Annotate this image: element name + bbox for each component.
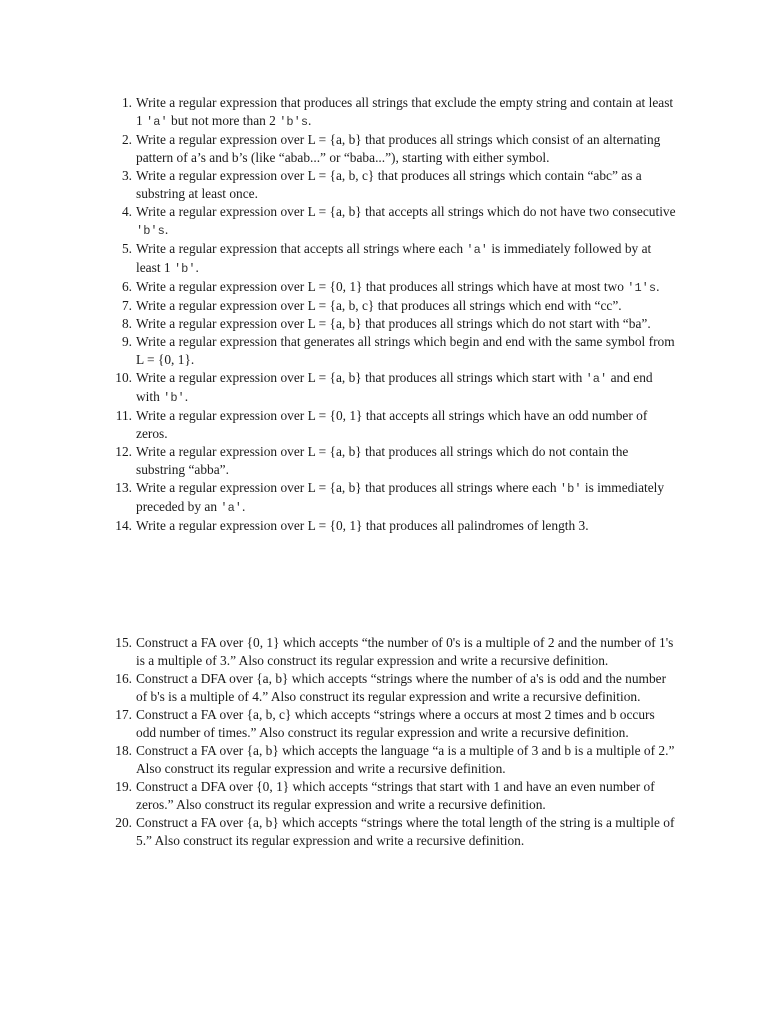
question-number: 12. [115,444,132,459]
text-run: and end with [136,370,653,404]
question-text [136,671,666,704]
question-number: 4. [121,204,132,219]
question-item [108,634,678,670]
question-text [136,779,655,812]
question-text [136,316,651,331]
question-item [108,670,678,706]
inline-code: 'b' [163,391,185,405]
question-text [136,480,664,514]
text-run: . [195,260,199,275]
question-text [136,334,675,367]
question-number: 20. [115,815,132,830]
inline-code: 'a' [585,372,608,386]
question-item [108,742,678,778]
text-run: . [308,113,312,128]
fa-question-list [108,634,678,850]
question-text [136,298,622,313]
text-run: Write a regular expression over L = {a, b, c} that produces all strings which contain “abc” as a substring at least once. [136,168,642,201]
question-number: 16. [115,671,132,686]
inline-code: 'b's [279,115,309,129]
text-run: Construct a DFA over {0, 1} which accepts “strings that start with 1 and have an even number of zeros.” Also construct its regular expression and write a recursive definition. [136,779,655,812]
text-run: Write a regular expression over L = {0, 1} that accepts all strings which have an odd number of zeros. [136,408,648,441]
text-run: Write a regular expression that accepts all strings where each [136,241,467,256]
question-item [108,94,678,131]
question-number: 14. [115,518,132,533]
inline-code: '1's [627,281,657,295]
question-number: 8. [121,316,132,331]
question-item [108,297,678,315]
inline-code: 'b's [136,224,165,238]
question-text [136,95,673,128]
question-number: 15. [115,635,132,650]
question-item [108,407,678,443]
question-number: 3. [121,168,132,183]
text-run: . [164,222,169,237]
question-number: 2. [121,132,132,147]
text-run: . [656,279,660,294]
text-run: Construct a FA over {0, 1} which accepts “the number of 0's is a multiple of 2 and the number of 1's is a multiple of 3.” Also construct its regular expression and write a recursive definition. [136,635,674,668]
text-run: Write a regular expression that produces all strings that exclude the empty string and contain at least 1 [136,95,674,128]
question-number: 1. [121,95,132,110]
inline-code: 'a' [220,501,243,515]
question-text [136,444,628,477]
text-run: Write a regular expression that generates all strings which begin and end with the same symbol from L = {0, 1}. [136,334,675,367]
text-run: Write a regular expression over L = {a, b} that produces all strings which start with [136,370,586,385]
question-text [136,204,676,237]
inline-code: 'a' [466,243,488,257]
question-number: 19. [115,779,132,794]
question-item [108,203,678,240]
question-item [108,479,678,517]
text-run: Write a regular expression over L = {a, b} that produces all strings which consist of an alternating pattern of a’s and b’s (like “abab...” or “baba...”), starting with either symbol. [136,132,661,165]
question-number: 18. [115,743,132,758]
text-run: Construct a FA over {a, b, c} which accepts “strings where a occurs at most 2 times and b occurs odd number of times.” Also construct its regular expression and write a recursive definition. [136,707,655,740]
question-number: 10. [115,370,132,385]
text-run: Write a regular expression over L = {a, b} that produces all strings which do not contain the substring “abba”. [136,444,629,477]
text-run: Write a regular expression over L = {a, b} that produces all strings where each [136,480,560,495]
text-run: Write a regular expression over L = {0, 1} that produces all palindromes of length 3. [136,518,589,533]
regex-question-list [108,94,678,535]
inline-code: 'b' [559,482,582,496]
question-text [136,370,653,404]
question-number: 7. [121,298,132,313]
question-number: 13. [115,480,132,495]
text-run: Construct a FA over {a, b} which accepts the language “a is a multiple of 3 and b is a multiple of 2.” Also construct its regular expression and write a recursive definition. [136,743,675,776]
text-run: Construct a FA over {a, b} which accepts “strings where the total length of the string is a multiple of 5.” Also construct its regular expression and write a recursive definition. [136,815,675,848]
text-run: Write a regular expression over L = {a, b} that produces all strings which do not start with “ba”. [136,316,651,331]
question-item [108,333,678,369]
text-run: . [242,499,246,514]
question-item [108,517,678,535]
text-run: but not more than 2 [167,113,280,128]
question-text [136,707,655,740]
text-run: Write a regular expression over L = {0, 1} that produces all strings which have at most two [136,279,628,294]
question-item [108,814,678,850]
inline-code: 'b' [173,262,196,276]
question-number: 6. [121,279,132,294]
question-item [108,315,678,333]
question-number: 11. [115,408,132,423]
question-text [136,279,659,294]
text-run: Construct a DFA over {a, b} which accepts “strings where the number of a's is odd and the number of b's is a multiple of 4.” Also construct its regular expression and write a recursive definition. [136,671,667,704]
question-item [108,369,678,407]
question-number: 5. [121,241,132,256]
text-run: . [184,389,189,404]
question-text [136,743,674,776]
question-item [108,240,678,278]
text-run: is immediately followed by at least 1 [136,241,652,275]
question-item [108,167,678,203]
question-number: 17. [115,707,132,722]
question-text [136,132,660,165]
question-text [136,815,674,848]
question-text [136,408,647,441]
question-number: 9. [121,334,132,349]
text-run: is immediately preceded by an [136,480,665,514]
question-text [136,518,589,533]
question-item [108,778,678,814]
inline-code: 'a' [146,115,168,129]
question-item [108,443,678,479]
text-run: Write a regular expression over L = {a, b, c} that produces all strings which end with “cc”. [136,298,622,313]
question-text [136,241,651,275]
question-text [136,168,642,201]
question-item [108,706,678,742]
question-text [136,635,673,668]
question-item [108,278,678,297]
question-item [108,131,678,167]
text-run: Write a regular expression over L = {a, b} that accepts all strings which do not have two consecutive [136,204,676,219]
